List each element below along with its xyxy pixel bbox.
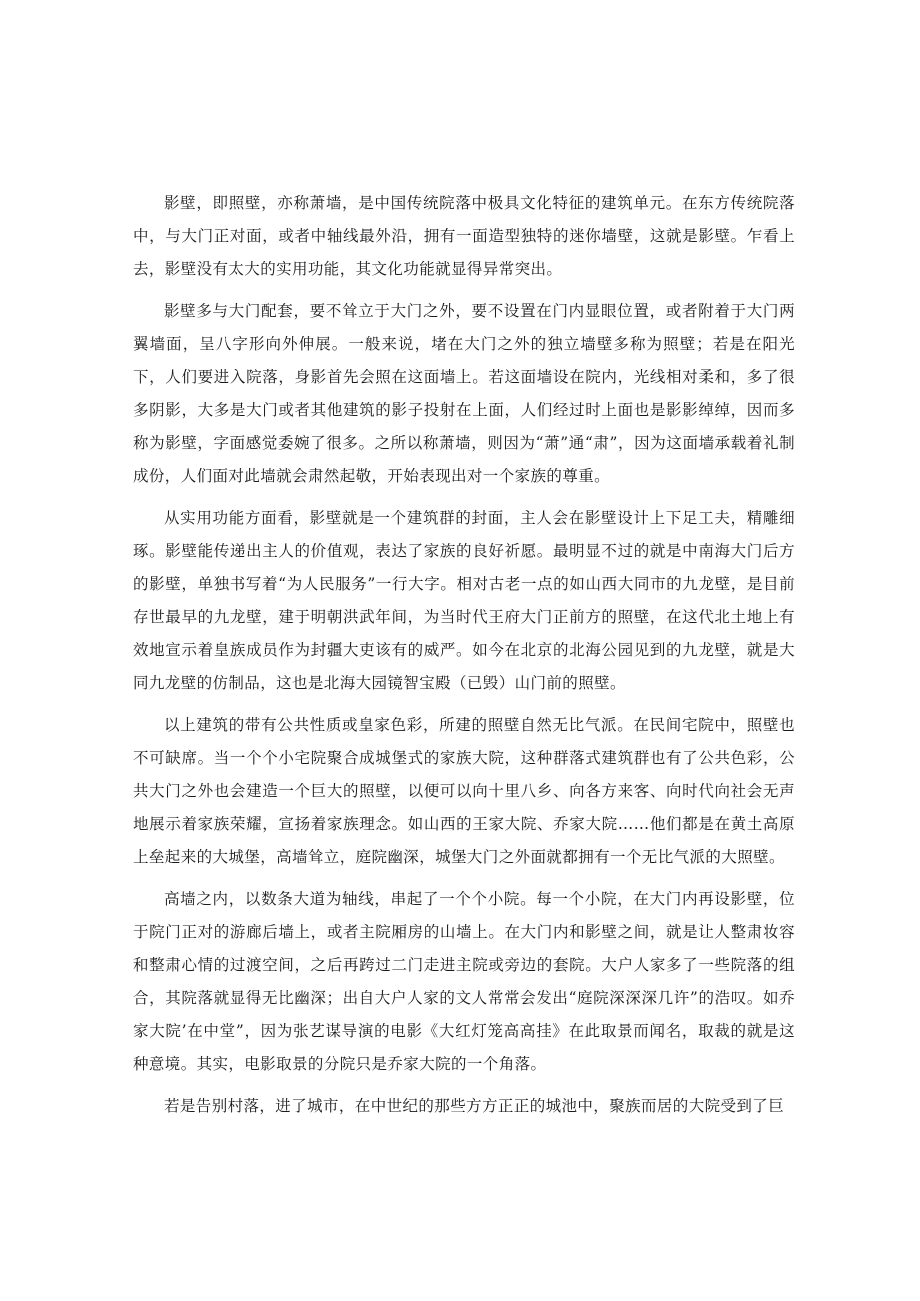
paragraph-4: 以上建筑的带有公共性质或皇家色彩，所建的照壁自然无比气派。在民间宅院中，照壁也不可缺席。当一个个小宅院聚合成城堡式的家族大院，这种群落式建筑群也有了公共色彩，公共大门之外也会建造一个巨大的照壁，以便可以向十里八乡、向各方来客、向时代向社会无声地展示着家族荣耀，宣扬着家族理念。如山西的王家大院、乔家大院……他们都是在黄土高原上垒起来的大城堡，高墙耸立，庭院幽深，城堡大门之外面就都拥有一个无比气派的大照壁。 bbox=[133, 716, 795, 866]
paragraph-2: 影壁多与大门配套，要不耸立于大门之外，要不设置在门内显眼位置，或者附着于大门两翼墙面，呈八字形向外伸展。一般来说，堵在大门之外的独立墙壁多称为照壁；若是在阳光下，人们要进入院落，身影首先会照在这面墙上。若这面墙设在院内，光线相对柔和，多了很多阴影，大多是大门或者其他建筑的影子投射在上面，人们经过时上面也是影影绰绰，因而多称为影壁，字面感觉委婉了很多。之所以称萧墙，则因为“萧”通“肃”，因为这面墙承载着礼制成份，人们面对此墙就会肃然起敬，开始表现出对一个家族的尊重。 bbox=[133, 302, 795, 485]
paragraph-6: 若是告别村落，进了城市，在中世纪的那些方方正正的城池中，聚族而居的大院受到了巨 bbox=[164, 1097, 785, 1115]
paragraph-3: 从实用功能方面看，影壁就是一个建筑群的封面，主人会在影壁设计上下足工夫，精雕细琢。影壁能传递出主人的价值观，表达了家族的良好祈愿。最明显不过的就是中南海大门后方的影壁，单独书写着“为人民服务”一行大字。相对古老一点的如山西大同市的九龙壁，是目前存世最早的九龙壁，建于明朝洪武年间，为当时代王府大门正前方的照壁，在这代北土地上有效地宣示着皇族成员作为封疆大吏该有的威严。如今在北京的北海公园见到的九龙壁，就是大同九龙壁的仿制品，这也是北海大园镜智宝殿（已毁）山门前的照壁。 bbox=[133, 509, 795, 692]
paragraph-1: 影壁，即照壁，亦称萧墙，是中国传统院落中极具文化特征的建筑单元。在东方传统院落中，与大门正对面，或者中轴线最外沿，拥有一面造型独特的迷你墙壁，这就是影壁。乍看上去，影壁没有太大的实用功能，其文化功能就显得异常突出。 bbox=[133, 194, 795, 278]
article-body bbox=[133, 187, 795, 1132]
paragraph-5: 高墙之内，以数条大道为轴线，串起了一个个小院。每一个小院，在大门内再设影壁，位于院门正对的游廊后墙上，或者主院厢房的山墙上。在大门内和影壁之间，就是让人整肃妆容和整肃心情的过渡空间，之后再跨过二门走进主院或旁边的套院。大户人家多了一些院落的组合，其院落就显得无比幽深；出自大户人家的文人常常会发出“庭院深深深几许”的浩叹。如乔家大院’在中堂”，因为张艺谋导演的电影《大红灯笼高高挂》在此取景而闻名，取裁的就是这种意境。其实，电影取景的分院只是乔家大院的一个角落。 bbox=[133, 890, 795, 1073]
